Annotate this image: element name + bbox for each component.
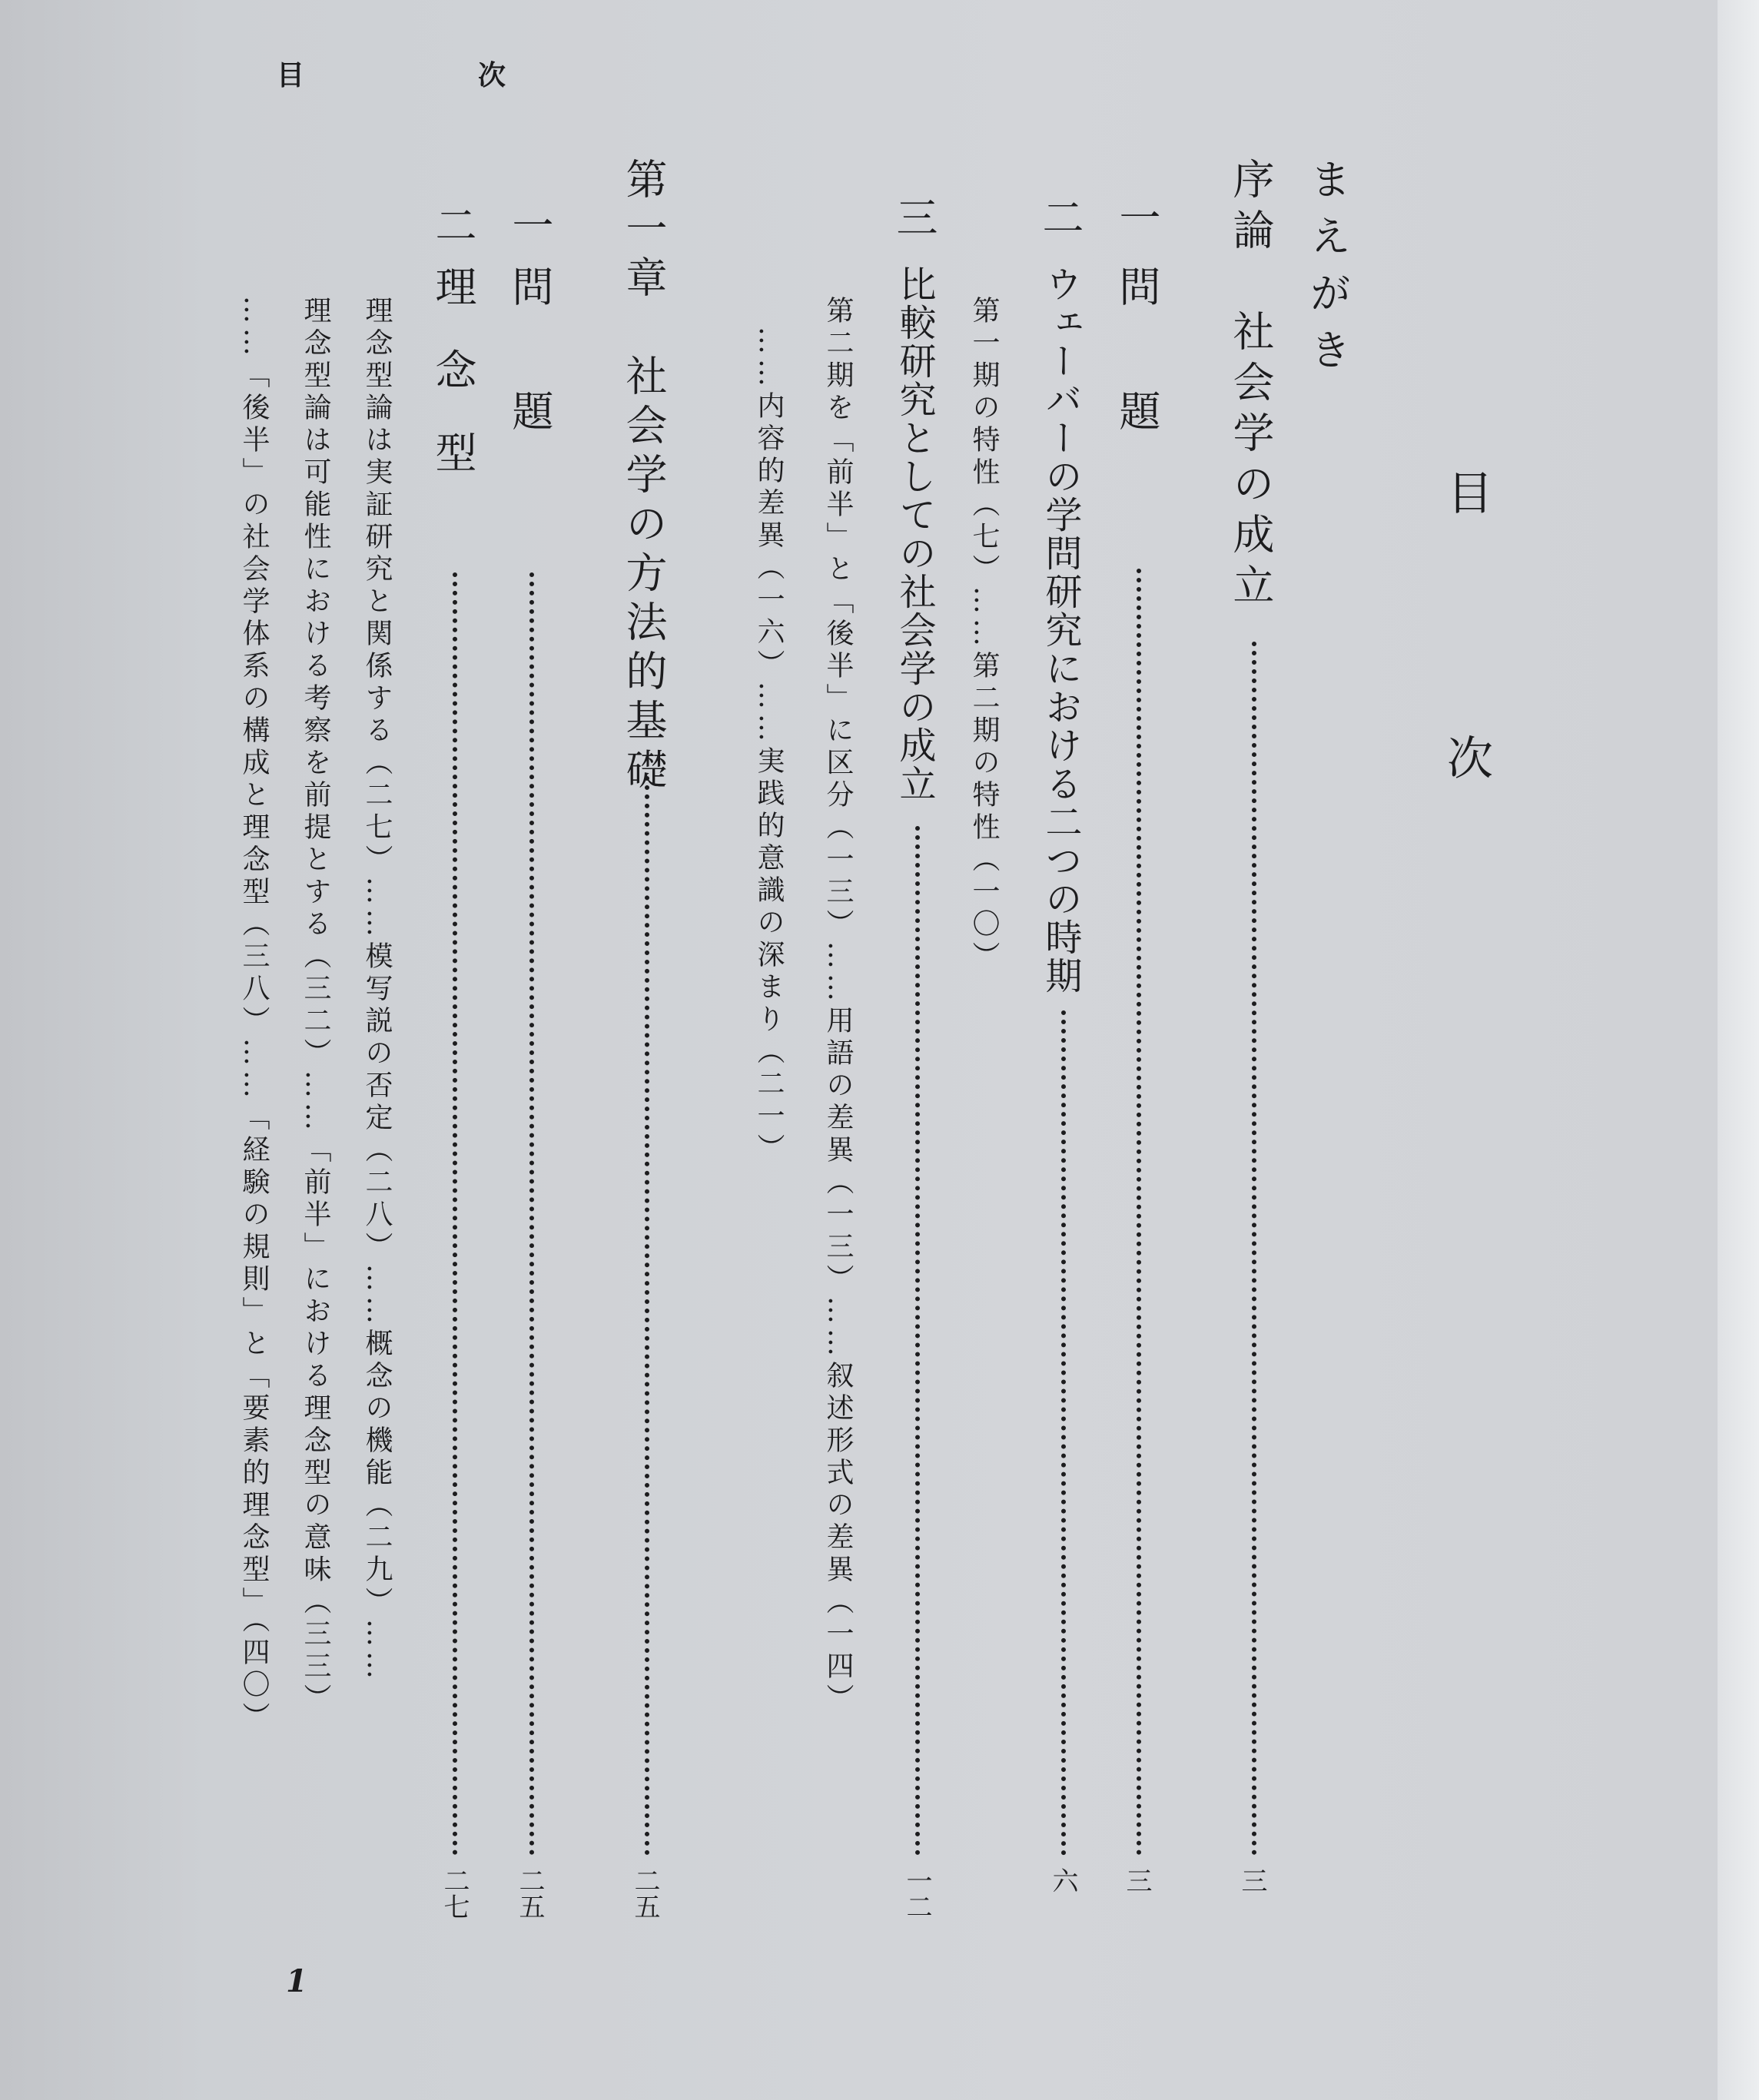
- ch1-sec2-leader: [446, 572, 461, 1856]
- intro-sec2-num: 二: [1036, 196, 1084, 237]
- chapter1-page: 二五: [629, 1867, 660, 1919]
- chapter1-leader: [638, 776, 653, 1856]
- intro-sec1-title: 問 題: [1113, 265, 1161, 431]
- intro-sec3-sub1: 第二期を「前半」と「後半」に区分（一三）……用語の差異（一三）……叙述形式の差異（一四）: [822, 296, 854, 1716]
- intro-sec2-title: ウェーバーの学問研究における二つの時期: [1039, 265, 1082, 995]
- intro-sec2-sub: 第一期の特性（七）……第二期の特性（一〇）: [968, 296, 1000, 974]
- ch1-sec1-num: 一: [506, 204, 554, 245]
- intro-sec1-leader: [1130, 569, 1145, 1856]
- intro-sec3-title: 比較研究としての社会学の成立: [893, 265, 936, 803]
- intro-sec3-page: 一二: [901, 1867, 932, 1919]
- ch1-sec2-sub1: 理念型論は実証研究と関係する（二七）……模写説の否定（二八）……概念の機能（二九）……: [361, 296, 393, 1684]
- ch1-sec1-leader: [523, 572, 538, 1856]
- intro-sec3-sub2: ……内容的差異（一六）……実践的意識の深まり（二一）: [753, 327, 785, 1166]
- running-head-right: 次: [478, 59, 506, 91]
- page-edge: [1718, 0, 1759, 2100]
- ch1-sec2-sub3: ……「後半」の社会学体系の構成と理念型（三八）……「経験の規則」と「要素的理念型」（四〇）: [238, 296, 270, 1734]
- toc-title-1: 目: [1439, 469, 1493, 515]
- intro-sec1-num: 一: [1113, 196, 1161, 237]
- chapter1-heading: 第一章 社会学の方法的基礎: [619, 158, 668, 797]
- ch1-sec2-sub2: 理念型論は可能性における考察を前提とする（三二）……「前半」における理念型の意味（三三）: [300, 296, 331, 1716]
- intro-heading: 序論 社会学の成立: [1226, 158, 1275, 614]
- intro-sec2-leader: [1054, 1010, 1070, 1856]
- toc-title-2: 次: [1439, 734, 1493, 780]
- preface-entry: まえがき: [1303, 158, 1352, 385]
- intro-leader: [1245, 642, 1260, 1856]
- intro-page: 三: [1236, 1867, 1267, 1893]
- intro-sec2-page: 六: [1047, 1867, 1078, 1893]
- ch1-sec2-page: 二七: [439, 1867, 470, 1919]
- page-number: 1: [286, 1963, 307, 1999]
- ch1-sec2-title: 理 念 型: [429, 265, 477, 473]
- ch1-sec1-page: 二五: [514, 1867, 545, 1919]
- running-head-left: 目: [277, 59, 305, 91]
- intro-sec3-leader: [908, 826, 924, 1856]
- ch1-sec2-num: 二: [429, 204, 477, 245]
- intro-sec1-page: 三: [1121, 1867, 1152, 1893]
- ch1-sec1-title: 問 題: [506, 265, 554, 431]
- intro-sec3-num: 三: [890, 196, 938, 237]
